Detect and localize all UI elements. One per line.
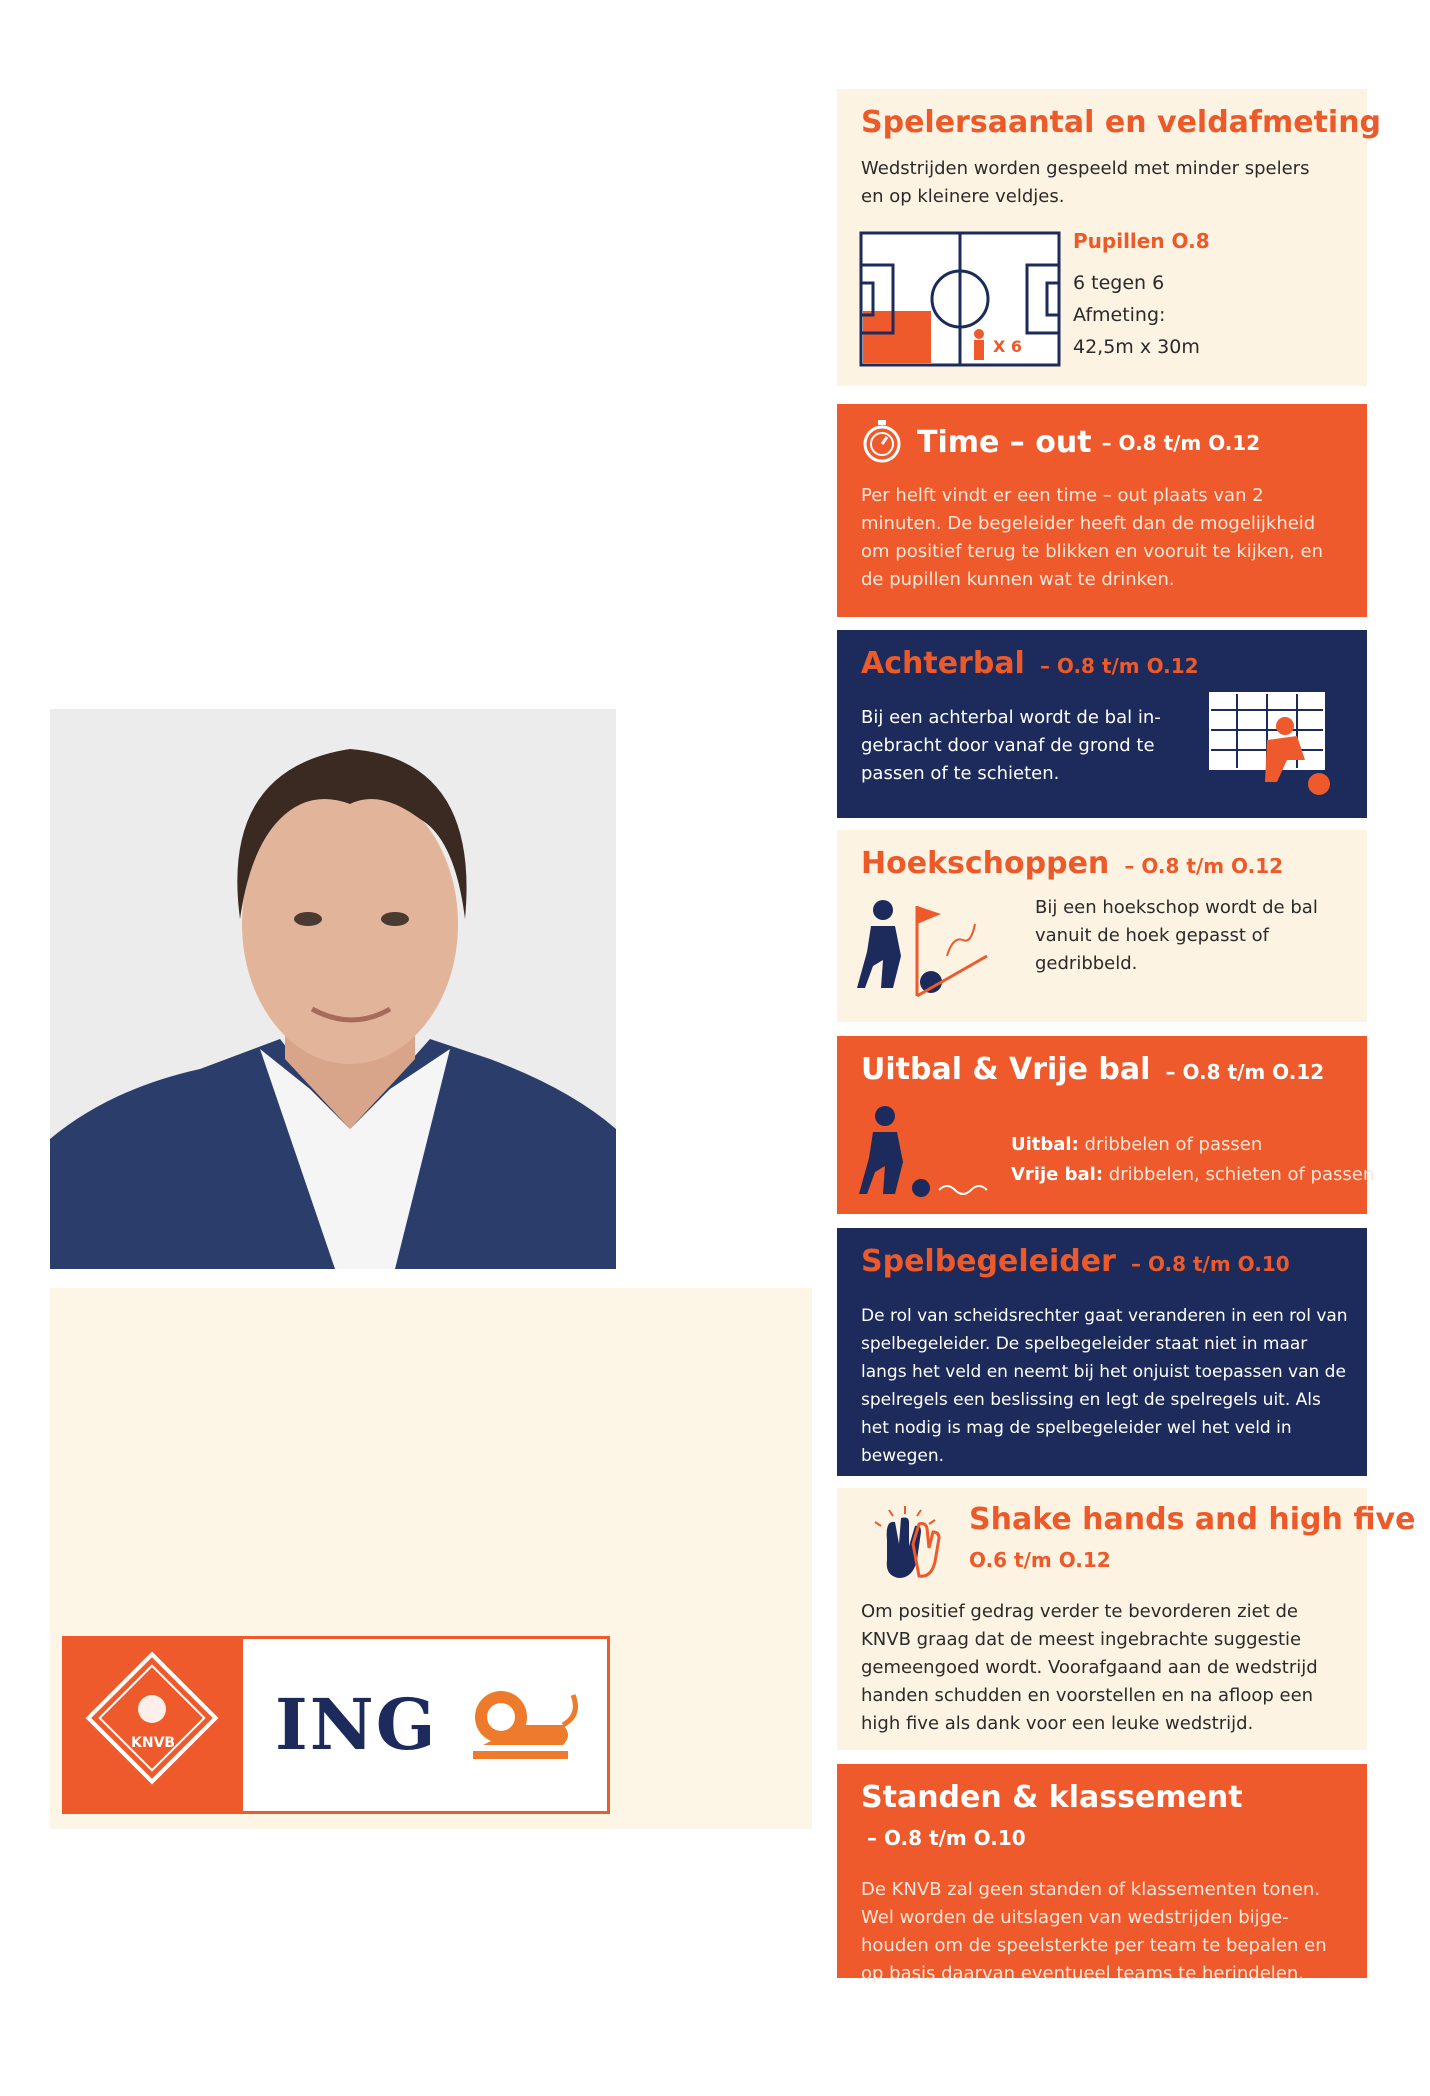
panel-range: O.6 t/m O.12 <box>969 1548 1111 1572</box>
panel-range: – O.8 t/m O.10 <box>867 1826 1026 1850</box>
sponsor-logo-bar <box>62 1636 610 1814</box>
goal-keeper-icon <box>1207 690 1347 804</box>
panel-text: Bij een hoekschop wordt de bal vanuit de hoek gepasst of gedribbeld. <box>1035 897 1318 974</box>
corner-kick-icon <box>857 896 997 1010</box>
panel-timeout <box>837 404 1367 617</box>
panel-line-2: Afmeting: <box>1073 304 1166 326</box>
vrije-bal-label: Vrije bal: <box>1011 1164 1104 1185</box>
panel-title: Spelbegeleider <box>861 1244 1116 1279</box>
knvb-label: KNVB <box>131 1735 176 1751</box>
panel-text: Om positief gedrag verder te bevorderen ziet de KNVB graag dat de meest ingebrachte suggestie gemeengoed wordt. Voorafgaand aan de wedstrijd handen schudden en voorstellen en na afloop een high five als dank voor een leuke wedstrijd. <box>861 1601 1318 1734</box>
panel-title: Hoekschoppen <box>861 846 1110 881</box>
panel-title: Standen & klassement <box>861 1780 1243 1815</box>
panel-range: – O.8 t/m O.12 <box>1165 1060 1325 1084</box>
vrije-bal-line <box>1011 1164 1374 1185</box>
panel-spelbegeleider <box>837 1228 1367 1476</box>
uitbal-value: dribbelen of passen <box>1084 1134 1263 1155</box>
player-count: X 6 <box>993 337 1023 356</box>
vrije-bal-value: dribbelen, schieten of passen <box>1108 1164 1375 1185</box>
panel-range: – O.8 t/m O.12 <box>1101 431 1261 455</box>
panel-text: Wedstrijden worden gespeeld met minder spelers en op kleinere veldjes. <box>861 158 1310 207</box>
panel-text: De rol van scheidsrechter gaat veranderen in een rol van spelbegeleider. De spelbegeleider staat niet in maar langs het veld en neemt bij het onjuist toepassen van de spelregels een beslissing en legt de spelregels uit. Als het nodig is mag de spelbegeleider wel het veld in bewegen. <box>861 1306 1348 1466</box>
field-icon <box>859 231 1061 371</box>
ing-wordmark: ING <box>275 1683 438 1766</box>
high-five-icon <box>859 1504 951 1588</box>
panel-title: Uitbal & Vrije bal <box>861 1052 1151 1087</box>
panel-title: Spelersaantal en veldafmeting <box>861 105 1382 140</box>
panel-title: Time – out <box>917 425 1092 460</box>
panel-uitbal <box>837 1036 1375 1214</box>
panel-shake-hands <box>837 1488 1416 1750</box>
panel-line-3: 42,5m x 30m <box>1073 336 1200 358</box>
panel-spelersaantal <box>837 89 1382 386</box>
panel-achterbal <box>837 630 1367 818</box>
panel-text: Per helft vindt er een time – out plaats van 2 minuten. De begeleider heeft dan de mogelijkheid om positief terug te blikken en vooruit te kijken, en de pupillen kunnen wat te drinken. <box>861 485 1323 590</box>
uitbal-line <box>1011 1134 1262 1155</box>
panel-range: – O.8 t/m O.12 <box>1124 854 1284 878</box>
panel-text: Bij een achterbal wordt de bal in-gebracht door vanaf de grond te passen of te schieten. <box>861 707 1161 784</box>
panel-hoekschoppen <box>837 830 1367 1022</box>
panel-text: De KNVB zal geen standen of klassementen tonen. Wel worden de uitslagen van wedstrijden bijge-houden om de speelsterkte per team te bepalen en op basis daarvan eventueel teams te herindelen. <box>861 1879 1327 1984</box>
panel-title: Shake hands and high five <box>969 1502 1416 1537</box>
portrait-photo <box>50 709 616 1269</box>
panel-line-1: 6 tegen 6 <box>1073 272 1165 294</box>
panel-subtitle: Pupillen O.8 <box>1073 229 1210 253</box>
stopwatch-icon <box>861 418 903 468</box>
panel-range: – O.8 t/m O.10 <box>1130 1252 1290 1276</box>
dribble-player-icon <box>859 1102 999 1206</box>
panel-title: Achterbal <box>861 646 1025 681</box>
uitbal-label: Uitbal: <box>1011 1134 1079 1155</box>
lion-icon <box>463 1685 583 1769</box>
knvb-logo <box>65 1639 243 1811</box>
panel-standen <box>837 1764 1367 1984</box>
panel-range: – O.8 t/m O.12 <box>1039 654 1199 678</box>
